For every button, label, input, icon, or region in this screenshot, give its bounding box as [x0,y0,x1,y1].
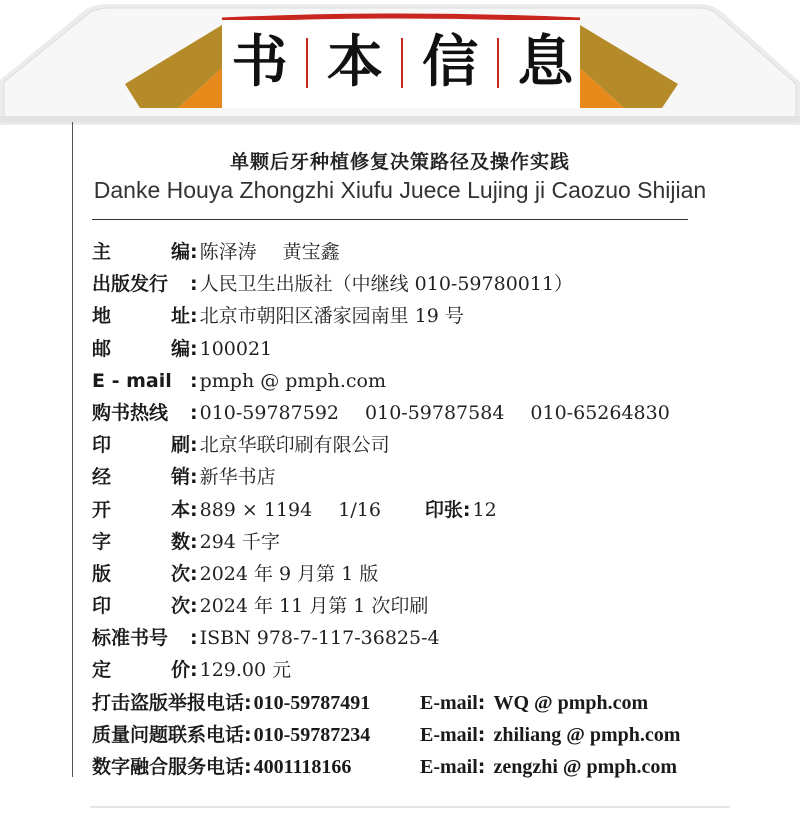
contact-email-label: E-mail [420,756,478,778]
hotline-number: 010-65264830 [530,401,670,424]
edition-value: 2024 年 9 月第 1 版 [199,562,379,585]
label-char: 印 [92,595,112,618]
info-row-postcode [92,333,732,365]
banner-divider [497,38,499,88]
colon: : [190,659,198,682]
colon: : [190,498,198,521]
email-value: pmph @ pmph.com [199,369,386,392]
colon: : [477,756,486,778]
colon: : [190,273,198,296]
label-char: 邮 [92,337,112,360]
format-size: 889 × 1194 [199,498,313,521]
printer-value: 北京华联印刷有限公司 [199,434,390,457]
info-row-distributor [92,461,732,493]
colon: : [477,691,486,714]
contact-row-quality [92,719,732,751]
colon: : [190,466,198,489]
label-char: 版 [92,562,112,585]
hotline-number: 010-59787584 [365,401,505,424]
contact-row-digital [92,751,732,783]
book-title-chinese: 单颗后牙种植修复决策路径及操作实践 [229,151,570,173]
info-row-email [92,365,732,397]
info-row-price [92,654,732,686]
address-value: 北京市朝阳区潘家园南里 19 号 [199,305,464,328]
label-char: 次 [170,562,190,585]
isbn-value: ISBN 978-7-117-36825-4 [199,627,440,650]
label-printing [92,590,190,622]
banner-char: 信 [422,30,479,95]
banner-divider [401,38,403,88]
printing-value: 2024 年 11 月第 1 次印刷 [199,595,429,618]
info-row-editor [92,236,732,268]
contact-label: 打击盗版举报电话 [92,691,245,714]
label-char: 本 [170,498,190,521]
colon: : [190,337,198,360]
contact-email-group [420,687,648,719]
contact-label: 数字融合服务电话 [92,756,245,778]
label-postcode [92,333,190,365]
colon: : [244,723,252,746]
label-char: 编 [170,337,190,360]
label-char: 址 [170,305,190,328]
info-row-format [92,494,732,526]
title-divider [92,219,688,220]
contact-email: zengzhi @ pmph.com [493,756,678,778]
label-char: 主 [92,241,112,263]
contact-email-label: E-mail [420,723,478,746]
header-banner [0,0,800,125]
label-format [92,494,190,526]
format-fraction: 1/16 [338,498,381,521]
colon: : [190,369,198,392]
label-char: 经 [92,466,112,489]
colon: : [477,723,486,746]
contact-phone: 010-59787234 [253,723,371,746]
info-row-isbn [92,622,732,654]
banner-divider [306,38,308,88]
banner-char: 息 [517,30,574,95]
contact-email-group [420,719,680,751]
contact-label: 质量问题联系电话 [92,723,245,746]
banner-char: 本 [326,30,383,95]
label-char: 开 [92,498,112,521]
book-title-pinyin: Danke Houya Zhongzhi Xiufu Juece Lujing ji Caozuo Shijian [93,177,707,203]
label-char: 地 [92,305,112,328]
label-distributor [92,461,190,493]
info-row-publisher [92,268,732,300]
info-row-hotline [92,397,732,429]
info-row-words [92,526,732,558]
colon: : [244,691,252,714]
label-edition [92,558,190,590]
label-hotline: 购书热线 [92,401,169,424]
label-email: E - mail [92,369,172,392]
sheets-value: 12 [472,498,497,521]
label-char: 定 [92,659,112,682]
colon: : [244,756,252,778]
colon: : [190,434,198,457]
editor-name: 黄宝鑫 [282,241,340,263]
label-char: 次 [170,595,190,618]
postcode-value: 100021 [199,337,273,360]
contact-email: zhiliang @ pmph.com [493,723,681,746]
banner-title [215,20,590,105]
colon: : [190,627,198,650]
label-char: 字 [92,530,112,553]
editor-name: 陈泽涛 [199,241,257,263]
info-row-address [92,300,732,332]
label-char: 价 [170,659,190,682]
distributor-value: 新华书店 [199,466,276,489]
label-editor [92,236,190,268]
label-printer [92,429,190,461]
publisher-value: 人民卫生出版社（中继线 010-59780011） [199,273,574,296]
info-row-printer [92,429,732,461]
info-row-printing [92,590,732,622]
colon: : [190,562,198,585]
colon: : [190,401,198,424]
colon: : [190,595,198,618]
hotline-number: 010-59787592 [199,401,340,424]
contact-email: WQ @ pmph.com [493,691,649,714]
left-margin-rule [72,122,73,777]
label-words [92,526,190,558]
colon: : [190,530,198,553]
label-price [92,654,190,686]
price-value: 129.00 元 [199,659,292,682]
colon: : [190,241,198,263]
words-value: 294 千字 [199,530,280,553]
info-row-edition [92,558,732,590]
label-char: 销 [170,466,190,489]
label-char: 印 [92,434,112,457]
contact-email-label: E-mail [420,691,478,714]
contact-phone: 4001118166 [253,756,352,778]
label-char: 刷 [170,434,190,457]
colon: : [190,305,198,328]
bottom-rule [90,806,730,808]
label-publisher: 出版发行 [92,273,169,296]
contact-email-group [420,751,677,783]
label-isbn: 标准书号 [92,627,169,650]
copyright-info [92,236,732,783]
label-sheets: 印张 [424,498,463,521]
contact-phone: 010-59787491 [253,691,371,714]
label-char: 编 [170,241,190,263]
colon: : [462,498,471,521]
contact-row-piracy [92,687,732,719]
label-address [92,300,190,332]
banner-char: 书 [231,30,288,95]
label-char: 数 [170,530,190,553]
